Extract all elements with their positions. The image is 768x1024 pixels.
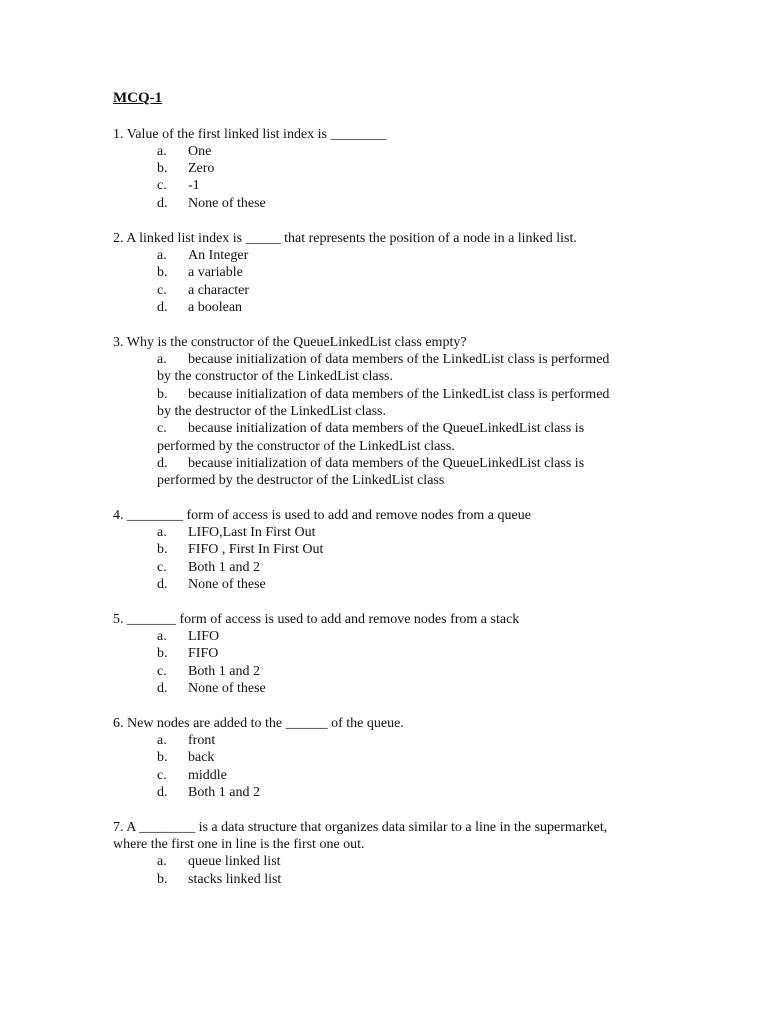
question-6-option-c xyxy=(157,767,227,784)
question-5-option-c xyxy=(157,663,260,680)
question-2-option-c xyxy=(157,282,249,299)
option-letter: a. xyxy=(157,248,167,263)
option-letter: d. xyxy=(157,196,168,211)
option-text: front xyxy=(188,733,216,748)
option-letter: c. xyxy=(157,421,167,436)
option-letter: a. xyxy=(157,352,167,367)
question-7-option-a xyxy=(157,853,281,870)
question-7-text-continuation: where the first one in line is the first one out. xyxy=(113,837,365,852)
question-4-option-b xyxy=(157,541,323,558)
option-text: Both 1 and 2 xyxy=(188,664,260,679)
option-letter: a. xyxy=(157,144,167,159)
page-title: MCQ-1 xyxy=(113,90,163,106)
option-letter: a. xyxy=(157,525,167,540)
question-4-option-a xyxy=(157,524,316,541)
question-5-option-b xyxy=(157,645,218,662)
option-text: because initialization of data members of the LinkedList class is performed xyxy=(188,387,610,402)
question-1-text: 1. Value of the first linked list index is ________ xyxy=(113,127,387,142)
option-text: a character xyxy=(188,283,249,298)
option-text: LIFO,Last In First Out xyxy=(188,525,316,540)
option-text: a boolean xyxy=(188,300,243,315)
option-text: An Integer xyxy=(188,248,249,263)
question-4-option-c xyxy=(157,559,260,576)
question-2-option-a xyxy=(157,247,248,264)
question-3-option-a xyxy=(157,351,609,368)
question-4-option-d xyxy=(157,576,266,593)
option-text: FIFO xyxy=(188,646,219,661)
option-letter: a. xyxy=(157,629,167,644)
option-text: FIFO , First In First Out xyxy=(188,542,324,557)
option-letter: a. xyxy=(157,854,167,869)
option-letter: b. xyxy=(157,265,168,280)
question-7-option-b xyxy=(157,871,281,888)
question-3-option-b xyxy=(157,386,609,403)
question-6-option-a xyxy=(157,732,215,749)
option-letter: b. xyxy=(157,161,168,176)
question-1-option-a xyxy=(157,143,211,160)
option-text: queue linked list xyxy=(188,854,281,869)
option-text: None of these xyxy=(188,681,266,696)
question-2-option-d xyxy=(157,299,242,316)
option-letter: b. xyxy=(157,750,168,765)
option-text: a variable xyxy=(188,265,243,280)
option-letter: b. xyxy=(157,387,168,402)
option-letter: b. xyxy=(157,542,168,557)
option-text: because initialization of data members of the LinkedList class is performed xyxy=(188,352,610,367)
option-text: stacks linked list xyxy=(188,872,282,887)
option-text: Zero xyxy=(188,161,215,176)
question-6-text: 6. New nodes are added to the ______ of the queue. xyxy=(113,716,404,731)
option-text: -1 xyxy=(188,178,200,193)
question-1-option-d xyxy=(157,195,266,212)
question-3-option-c-continuation: performed by the constructor of the LinkedList class. xyxy=(157,439,455,454)
option-letter: c. xyxy=(157,283,167,298)
option-text: None of these xyxy=(188,196,266,211)
option-text: middle xyxy=(188,768,227,783)
question-7-text: 7. A ________ is a data structure that organizes data similar to a line in the supermarket, xyxy=(113,820,608,835)
question-1-option-c xyxy=(157,177,200,194)
question-3-text: 3. Why is the constructor of the QueueLinkedList class empty? xyxy=(113,335,467,350)
option-letter: b. xyxy=(157,872,168,887)
option-letter: a. xyxy=(157,733,167,748)
option-letter: d. xyxy=(157,300,168,315)
option-text: LIFO xyxy=(188,629,220,644)
option-text: Both 1 and 2 xyxy=(188,560,260,575)
option-letter: d. xyxy=(157,577,168,592)
option-text: because initialization of data members of the QueueLinkedList class is xyxy=(188,456,585,471)
question-5-option-d xyxy=(157,680,266,697)
option-letter: d. xyxy=(157,456,168,471)
question-4-text: 4. ________ form of access is used to add and remove nodes from a queue xyxy=(113,508,531,523)
option-letter: c. xyxy=(157,560,167,575)
question-3-option-d xyxy=(157,455,584,472)
question-2-option-b xyxy=(157,264,243,281)
question-3-option-b-continuation: by the destructor of the LinkedList class. xyxy=(157,404,386,419)
option-letter: c. xyxy=(157,664,167,679)
option-letter: d. xyxy=(157,785,168,800)
option-text: back xyxy=(188,750,215,765)
question-6-option-b xyxy=(157,749,214,766)
question-5-option-a xyxy=(157,628,219,645)
question-2-text: 2. A linked list index is _____ that represents the position of a node in a linked list. xyxy=(113,231,577,246)
question-3-option-c xyxy=(157,420,584,437)
option-text: None of these xyxy=(188,577,266,592)
option-letter: d. xyxy=(157,681,168,696)
option-letter: c. xyxy=(157,768,167,783)
option-text: Both 1 and 2 xyxy=(188,785,260,800)
option-letter: b. xyxy=(157,646,168,661)
question-1-option-b xyxy=(157,160,214,177)
question-3-option-d-continuation: performed by the destructor of the LinkedList class xyxy=(157,473,445,488)
option-letter: c. xyxy=(157,178,167,193)
question-6-option-d xyxy=(157,784,260,801)
question-5-text: 5. _______ form of access is used to add and remove nodes from a stack xyxy=(113,612,520,627)
option-text: because initialization of data members of the QueueLinkedList class is xyxy=(188,421,585,436)
question-3-option-a-continuation: by the constructor of the LinkedList class. xyxy=(157,369,393,384)
option-text: One xyxy=(188,144,212,159)
